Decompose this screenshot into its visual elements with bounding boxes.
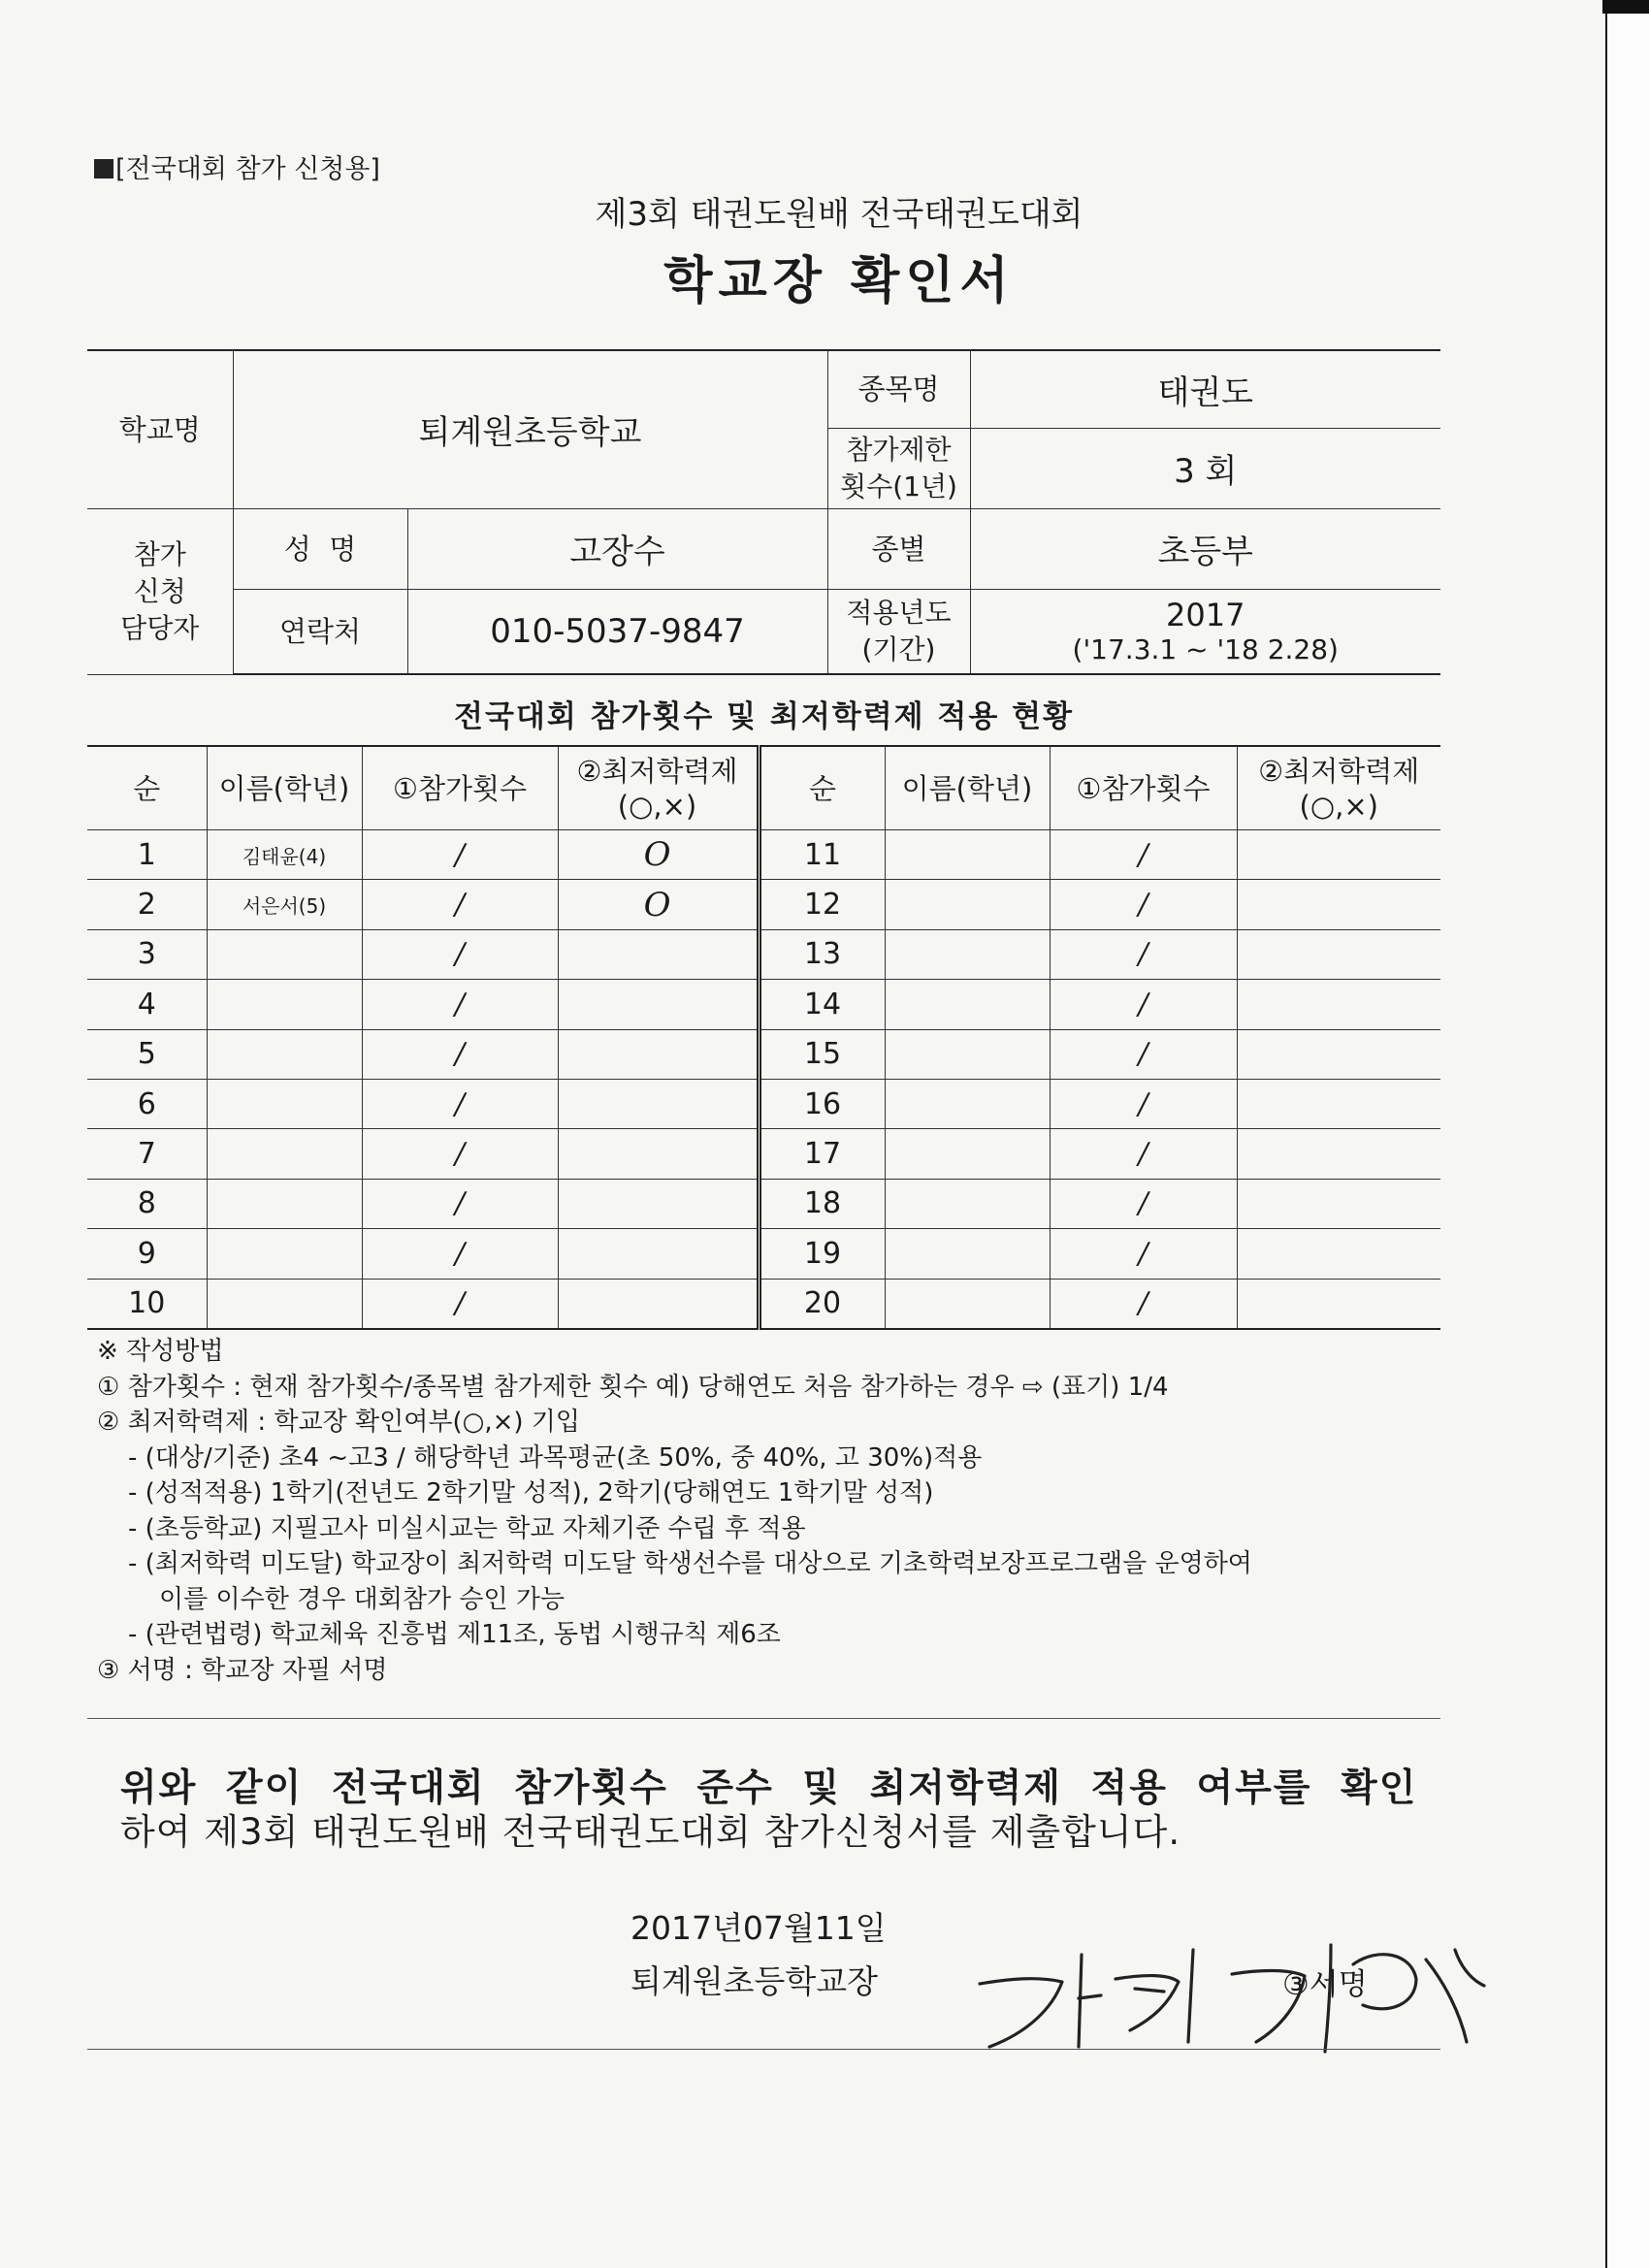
event-value: 태권도: [970, 350, 1440, 428]
row-count: /: [1050, 929, 1237, 979]
form-tag: [94, 147, 380, 185]
row-academic: [558, 1279, 759, 1329]
row-count: /: [1050, 1279, 1237, 1329]
row-name: 서은서(5): [207, 880, 362, 929]
row-academic: [1237, 1279, 1440, 1329]
row-count: /: [362, 929, 558, 979]
form-subtitle: 제3회 태권도원배 전국태권도대회: [595, 195, 1083, 234]
instruction-2: ② 최저학력제 : 학교장 확인여부(○,×) 기입: [97, 1408, 581, 1437]
row-name: 김태윤(4): [207, 830, 362, 880]
row-number: 17: [759, 1129, 885, 1179]
row-name: [885, 980, 1050, 1029]
row-name: [207, 1079, 362, 1128]
col-academic-left-line1: ②최저학력제: [576, 754, 738, 788]
school-value: 퇴계원초등학교: [233, 350, 827, 508]
row-name: [885, 1229, 1050, 1279]
table-row: [87, 1129, 1440, 1179]
principal-title: 퇴계원초등학교장: [630, 1962, 879, 2000]
row-number: 13: [759, 929, 885, 979]
limit-label: [827, 428, 970, 508]
row-count: /: [362, 830, 558, 880]
col-count-left: ①참가횟수: [362, 746, 558, 830]
row-count: /: [362, 1279, 558, 1329]
instruction-1: ① 참가횟수 : 현재 참가횟수/종목별 참가제한 횟수 예) 당해연도 처음 참가하는 경우 ⇨ (표기) 1/4: [97, 1372, 1169, 1402]
row-number: 1: [87, 830, 207, 880]
info-table: [87, 349, 1440, 675]
row-number: 3: [87, 929, 207, 979]
row-academic: [558, 1229, 759, 1279]
row-number: 8: [87, 1179, 207, 1228]
col-no-right: 순: [759, 746, 885, 830]
row-count: /: [1050, 1029, 1237, 1079]
name-label: 성 명: [233, 508, 407, 589]
row-number: 5: [87, 1029, 207, 1079]
year-value: 2017: [1166, 597, 1245, 634]
row-count: /: [1050, 1079, 1237, 1128]
confirmation-line2: 하여 제3회 태권도원배 전국태권도대회 참가신청서를 제출합니다.: [120, 1811, 1181, 1853]
row-number: 4: [87, 980, 207, 1029]
row-count: /: [362, 880, 558, 929]
row-number: 11: [759, 830, 885, 880]
row-academic: O: [558, 880, 759, 929]
col-academic-left-line2: (○,×): [617, 789, 697, 823]
table-row: [87, 1279, 1440, 1329]
table-row: [87, 1029, 1440, 1079]
row-name: [885, 1279, 1050, 1329]
instruction-2e: - (관련법령) 학교체육 진흥법 제11조, 동법 시행규칙 제6조: [128, 1620, 781, 1649]
category-label: 종별: [827, 508, 970, 589]
year-value-cell: [970, 589, 1440, 674]
instruction-3: ③ 서명 : 학교장 자필 서명: [97, 1655, 388, 1685]
divider-top: [87, 1718, 1440, 1719]
row-number: 16: [759, 1079, 885, 1128]
row-number: 12: [759, 880, 885, 929]
limit-label-line2: 횟수(1년): [840, 470, 957, 502]
period-value: ('17.3.1 ~ '18 2.28): [1072, 633, 1339, 666]
col-count-right: ①참가횟수: [1050, 746, 1237, 830]
col-academic-right-line1: ②최저학력제: [1258, 754, 1420, 788]
row-number: 2: [87, 880, 207, 929]
category-value: 초등부: [970, 508, 1440, 589]
limit-label-line1: 참가제한: [846, 433, 952, 466]
row-count: /: [362, 1079, 558, 1128]
participation-table: [87, 745, 1440, 1330]
row-name: [207, 1029, 362, 1079]
row-count: /: [362, 1029, 558, 1079]
row-name: [885, 830, 1050, 880]
instructions: [97, 1334, 1474, 1688]
table-row: [87, 1229, 1440, 1279]
contact-label: 연락처: [233, 589, 407, 674]
row-name: [885, 1179, 1050, 1228]
row-academic: [1237, 830, 1440, 880]
row-academic: [558, 1179, 759, 1228]
year-label-line1: 적용년도: [846, 596, 952, 629]
row-academic: [558, 1029, 759, 1079]
instructions-heading: ※ 작성방법: [97, 1337, 224, 1366]
row-number: 19: [759, 1229, 885, 1279]
row-academic: [1237, 1229, 1440, 1279]
confirmation-line1: 위와 같이 전국대회 참가횟수 준수 및 최저학력제 적용 여부를 확인: [120, 1766, 1418, 1810]
limit-value: 3 회: [970, 428, 1440, 508]
table-row: [87, 1079, 1440, 1128]
row-name: [207, 929, 362, 979]
instruction-2d-line2: 이를 이수한 경우 대회참가 승인 가능: [159, 1584, 566, 1614]
row-name: [207, 1279, 362, 1329]
row-name: [885, 1079, 1050, 1128]
row-count: /: [362, 980, 558, 1029]
row-number: 10: [87, 1279, 207, 1329]
applicant-label-line2: 신청: [133, 574, 186, 607]
row-academic: [1237, 980, 1440, 1029]
row-name: [207, 1179, 362, 1228]
applicant-label: [87, 508, 233, 674]
scan-edge: [1605, 0, 1649, 2268]
col-academic-right: [1237, 746, 1440, 830]
form-title: 학교장 확인서: [663, 252, 1015, 310]
row-number: 20: [759, 1279, 885, 1329]
row-academic: [1237, 1079, 1440, 1128]
row-name: [207, 980, 362, 1029]
table-row: [87, 980, 1440, 1029]
year-label: [827, 589, 970, 674]
status-table-title: 전국대회 참가횟수 및 최저학력제 적용 현황: [454, 699, 1074, 734]
row-count: /: [362, 1229, 558, 1279]
row-academic: O: [558, 830, 759, 880]
row-count: /: [1050, 980, 1237, 1029]
instruction-2b: - (성적적용) 1학기(전년도 2학기말 성적), 2학기(당해연도 1학기말 성적): [128, 1478, 934, 1507]
row-number: 15: [759, 1029, 885, 1079]
col-no-left: 순: [87, 746, 207, 830]
row-academic: [1237, 1129, 1440, 1179]
row-academic: [558, 929, 759, 979]
row-academic: [558, 1129, 759, 1179]
applicant-label-line3: 담당자: [120, 611, 200, 644]
row-count: /: [1050, 830, 1237, 880]
row-academic: [1237, 1179, 1440, 1228]
row-academic: [558, 980, 759, 1029]
row-academic: [1237, 1029, 1440, 1079]
table-row: [87, 929, 1440, 979]
instruction-2d-line1: - (최저학력 미도달) 학교장이 최저학력 미도달 학생선수를 대상으로 기초학력보장프로그램을 운영하여: [128, 1549, 1252, 1578]
row-name: [207, 1129, 362, 1179]
school-label: 학교명: [87, 350, 233, 508]
submission-date: 2017년07월11일: [630, 1909, 887, 1947]
col-name-right: 이름(학년): [885, 746, 1050, 830]
col-academic-right-line2: (○,×): [1299, 789, 1378, 823]
table-row: [87, 880, 1440, 929]
scan-edge-mark: [1602, 0, 1649, 14]
table-row: [87, 1179, 1440, 1228]
row-count: /: [362, 1129, 558, 1179]
row-number: 6: [87, 1079, 207, 1128]
row-number: 18: [759, 1179, 885, 1228]
row-academic: [1237, 929, 1440, 979]
row-number: 9: [87, 1229, 207, 1279]
col-academic-left: [558, 746, 759, 830]
row-count: /: [1050, 880, 1237, 929]
row-count: /: [1050, 1229, 1237, 1279]
applicant-label-line1: 참가: [133, 537, 186, 570]
handwritten-signature: [970, 1926, 1494, 2061]
row-academic: [1237, 880, 1440, 929]
row-name: [885, 1029, 1050, 1079]
table-row: [87, 830, 1440, 880]
instruction-2c: - (초등학교) 지필고사 미실시교는 학교 자체기준 수립 후 적용: [128, 1513, 806, 1543]
event-label: 종목명: [827, 350, 970, 428]
contact-value: 010-5037-9847: [407, 589, 827, 674]
row-number: 14: [759, 980, 885, 1029]
row-academic: [558, 1079, 759, 1128]
divider-bottom: [87, 2049, 1440, 2050]
row-count: /: [1050, 1179, 1237, 1228]
year-label-line2: (기간): [861, 632, 936, 665]
signature-label: ③서명: [1282, 1967, 1368, 2002]
name-value: 고장수: [407, 508, 827, 589]
form-tag-text: [전국대회 참가 신청용]: [115, 154, 380, 184]
instruction-2a: - (대상/기준) 초4 ~고3 / 해당학년 과목평균(초 50%, 중 40%, 고 30%)적용: [128, 1442, 983, 1473]
row-name: [885, 1129, 1050, 1179]
row-name: [885, 929, 1050, 979]
row-number: 7: [87, 1129, 207, 1179]
square-bullet-icon: [94, 159, 113, 178]
row-count: /: [362, 1179, 558, 1228]
row-name: [207, 1229, 362, 1279]
row-count: /: [1050, 1129, 1237, 1179]
col-name-left: 이름(학년): [207, 746, 362, 830]
row-name: [885, 880, 1050, 929]
